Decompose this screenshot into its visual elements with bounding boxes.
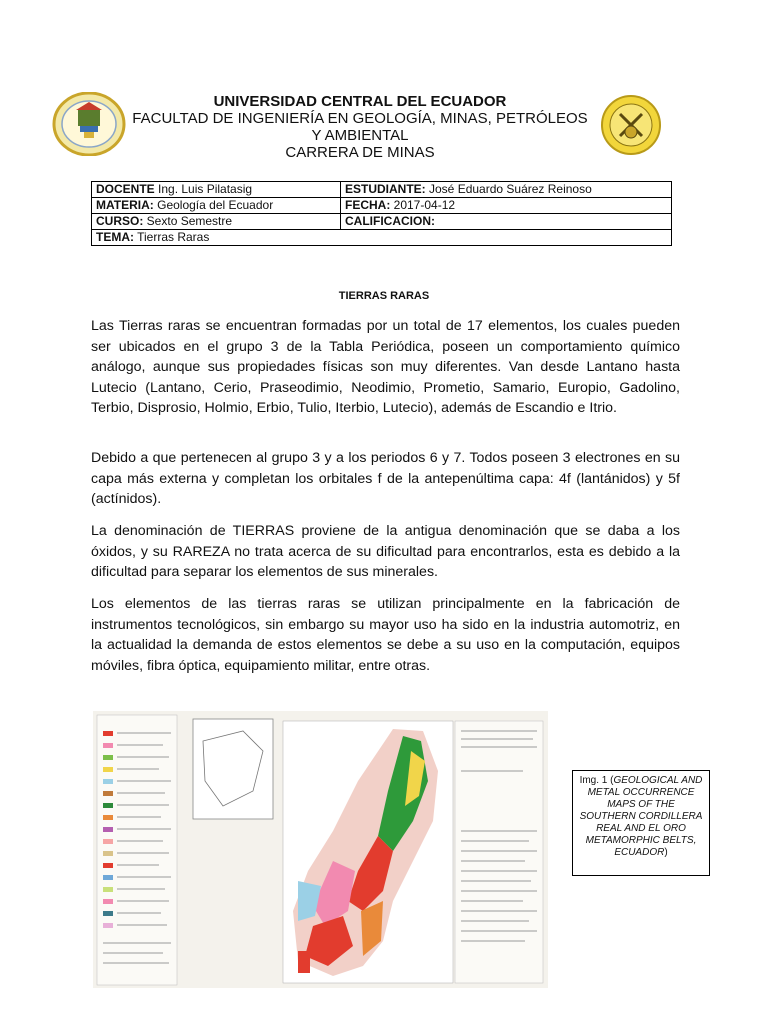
caption-italic: GEOLOGICAL AND METAL OCCURRENCE MAPS OF THE SOUTHERN CORDILLERA REAL AND EL ORO METAMORPHIC BELTS, ECUADOR <box>579 775 703 858</box>
curso-cell <box>92 214 341 230</box>
fecha-label: FECHA: <box>345 198 391 212</box>
tema-label: TEMA: <box>96 230 134 244</box>
info-table <box>91 181 672 246</box>
materia-label: MATERIA: <box>96 198 154 212</box>
tema-value: Tierras Raras <box>134 230 210 244</box>
paragraph-2: Debido a que pertenecen al grupo 3 y a los periodos 6 y 7. Todos poseen 3 electrones en su capa más externa y completan los orbitales f de la antepenúltima capa: 4f (lantánidos) y 5f (actínidos). <box>91 450 680 507</box>
document-header <box>110 93 610 161</box>
calificacion-cell <box>341 214 672 230</box>
docente-value: Ing. Luis Pilatasig <box>154 182 253 196</box>
materia-value: Geología del Ecuador <box>153 198 274 212</box>
paragraph-4: Los elementos de las tierras raras se utilizan principalmente en la fabricación de instrumentos tecnológicos, sin embargo su mayor uso ha sido en la industria automotriz, en la actualidad la demanda de estos elementos se debe a su uso en la computación, equipos móviles, fibra óptica, equipamiento militar, entre otras. <box>91 596 680 674</box>
geological-map-image <box>93 711 548 988</box>
caption-prefix: Img. 1 ( <box>579 775 614 786</box>
docente-cell <box>92 182 341 198</box>
calificacion-label: CALIFICACION: <box>345 214 435 228</box>
faculty-line-2: Y AMBIENTAL <box>311 127 409 144</box>
fecha-cell <box>341 198 672 214</box>
image-caption <box>572 770 710 876</box>
curso-value: Sexto Semestre <box>143 214 233 228</box>
paragraph-1: Las Tierras raras se encuentran formadas por un total de 17 elementos, los cuales pueden ser ubicados en el grupo 3 de la Tabla Periódica, poseen un comportamiento químico análogo, aunque sus propiedades físicas son muy diferentes. Van desde Lantano hasta Lutecio (Lantano, Cerio, Praseodimio, Neodimio, Prometio, Samario, Europio, Gadolino, Terbio, Disprosio, Holmio, Erbio, Tulio, Iterbio, Lutecio), además de Escandio e Itrio. <box>91 318 680 416</box>
faculty-line-1: FACULTAD DE INGENIERÍA EN GEOLOGÍA, MINAS, PETRÓLEOS <box>132 110 588 127</box>
materia-cell <box>92 198 341 214</box>
tema-cell <box>92 230 672 246</box>
fecha-value: 2017-04-12 <box>390 198 456 212</box>
estudiante-value: José Eduardo Suárez Reinoso <box>425 182 592 196</box>
estudiante-label: ESTUDIANTE: <box>345 182 426 196</box>
curso-label: CURSO: <box>96 214 144 228</box>
estudiante-cell <box>341 182 672 198</box>
paragraph-3: La denominación de TIERRAS proviene de la antigua denominación que se daba a los óxidos, y su RAREZA no trata acerca de su dificultad para encontrarlos, esta es debido a la dificultad para separar los elementos de sus minerales. <box>91 523 680 580</box>
university-name: UNIVERSIDAD CENTRAL DEL ECUADOR <box>213 93 507 110</box>
career-name: CARRERA DE MINAS <box>285 144 435 161</box>
caption-suffix: ) <box>664 847 668 858</box>
docente-label: DOCENTE <box>96 182 155 196</box>
section-title: TIERRAS RARAS <box>338 290 430 302</box>
